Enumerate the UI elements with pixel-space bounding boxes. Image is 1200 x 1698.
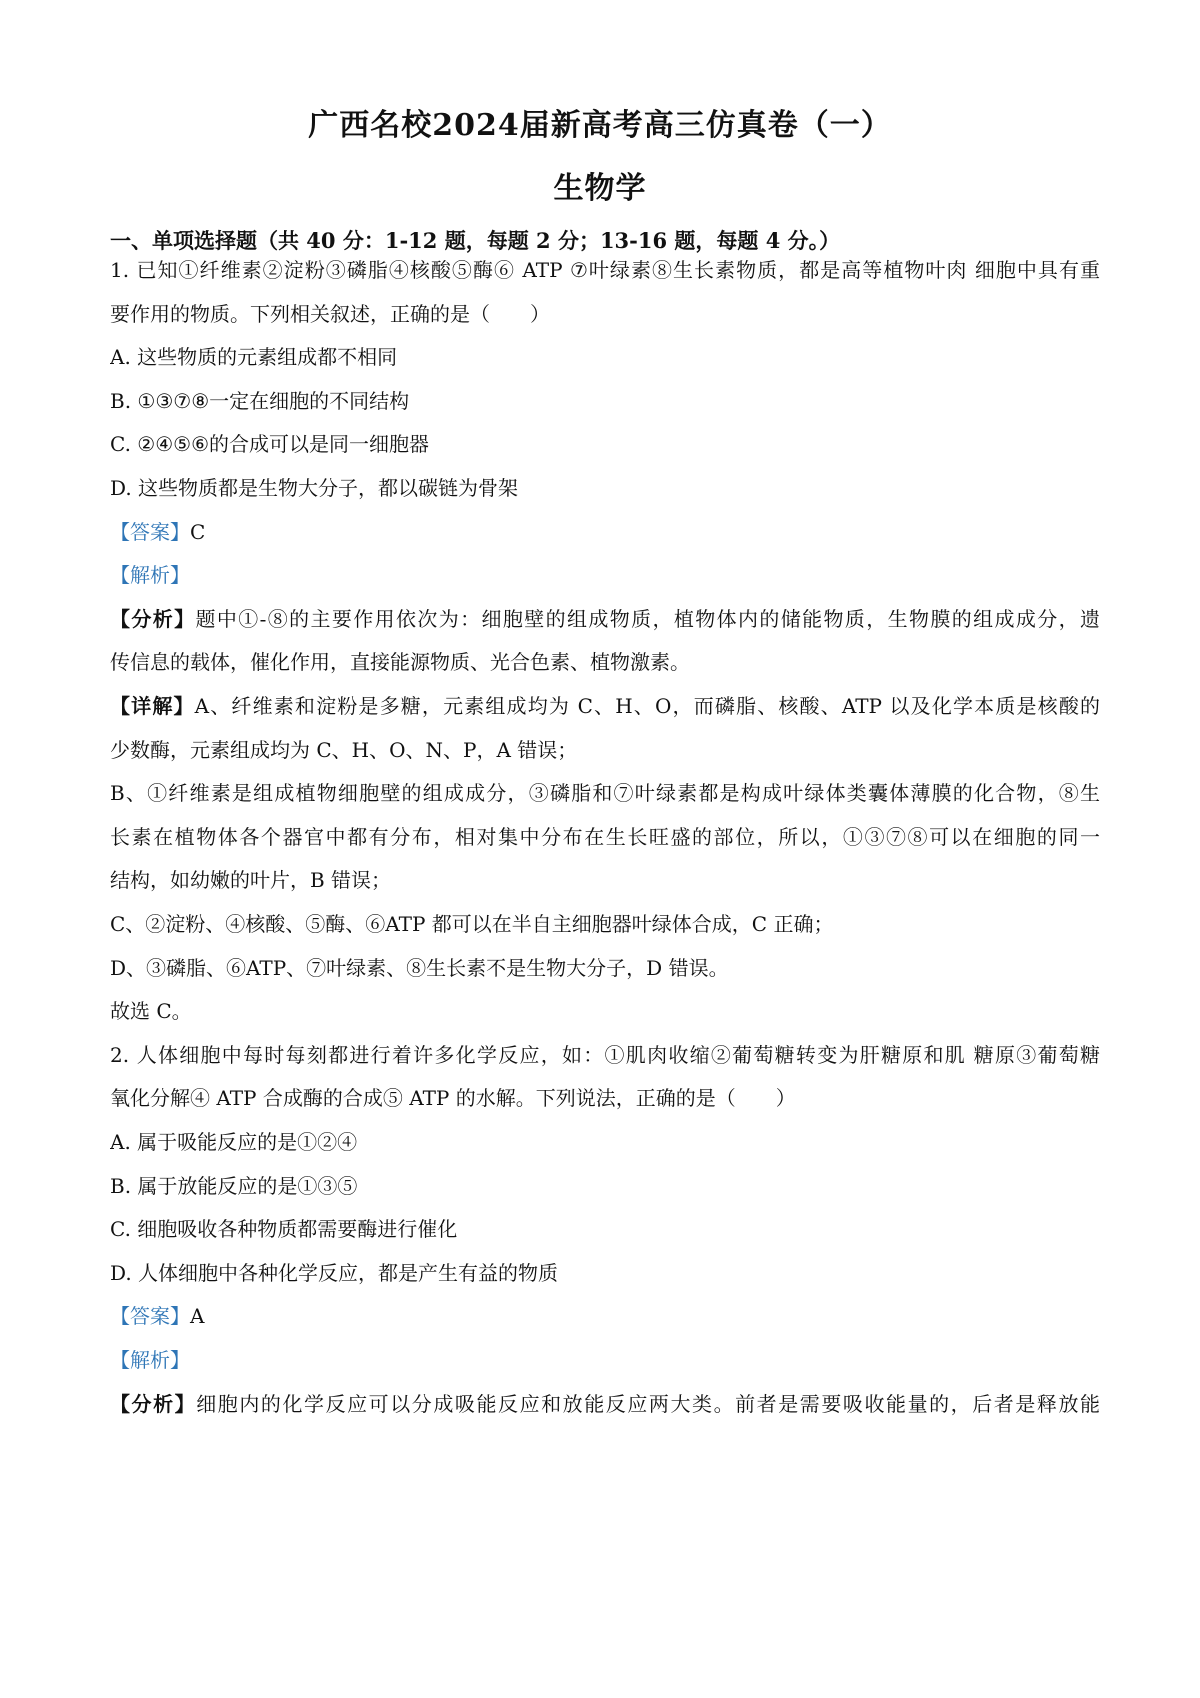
text-line: 故选 C。 (110, 999, 192, 1023)
text-line: 长素在植物体各个器官中都有分布，相对集中分布在生长旺盛的部位，所以，①③⑦⑧可以在细胞的同一 (110, 825, 1100, 849)
text-line: 结构，如幼嫩的叶片，B 错误； (110, 868, 392, 892)
text-line: 1. 已知①纤维素②淀粉③磷脂④核酸⑤酶⑥ ATP ⑦叶绿素⑧生长素物质，都是高等植物叶肉 细胞中具有重 (110, 258, 1100, 282)
line-content: A、纤维素和淀粉是多糖，元素组成均为 C、H、O，而磷脂、核酸、ATP 以及化学本质是核酸的 (194, 694, 1100, 718)
text-line: 氧化分解④ ATP 合成酶的合成⑤ ATP 的水解。下列说法，正确的是（ ） (110, 1086, 796, 1110)
text-line: D. 这些物质都是生物大分子，都以碳链为骨架 (110, 476, 519, 500)
line-content: C (190, 520, 206, 544)
subject-title: 生物学 (553, 171, 647, 206)
text-line: B. 属于放能反应的是①③⑤ (110, 1174, 358, 1198)
section-label: 【分析】 (110, 607, 196, 631)
text-line (110, 562, 1100, 588)
text-line (110, 693, 1100, 719)
line-content: 细胞内的化学反应可以分成吸能反应和放能反应两大类。前者是需要吸收能量的，后者是释放能 (196, 1392, 1100, 1416)
text-line: 2. 人体细胞中每时每刻都进行着许多化学反应，如：①肌肉收缩②葡萄糖转变为肝糖原和肌 糖原③葡萄糖 (110, 1043, 1100, 1067)
text-line: C. ②④⑤⑥的合成可以是同一细胞器 (110, 432, 430, 456)
text-line: A. 这些物质的元素组成都不相同 (110, 345, 398, 369)
text-line: 传信息的载体，催化作用，直接能源物质、光合色素、植物激素。 (110, 650, 690, 674)
answer-label: 【答案】 (110, 520, 190, 544)
exam-title: 广西名校2024届新高考高三仿真卷（一） (308, 108, 892, 143)
text-line: 要作用的物质。下列相关叙述，正确的是（ ） (110, 302, 550, 326)
text-line: D. 人体细胞中各种化学反应，都是产生有益的物质 (110, 1261, 559, 1285)
section-heading: 一、单项选择题（共 40 分：1-12 题，每题 2 分；13-16 题，每题 4 分。） (110, 228, 841, 253)
answer-label: 【解析】 (110, 563, 190, 587)
section-label: 【分析】 (110, 1392, 197, 1416)
text-line (110, 519, 1100, 545)
text-line (110, 1347, 1100, 1373)
text-line (110, 606, 1100, 632)
section-label: 【详解】 (110, 694, 195, 718)
text-line: 少数酶，元素组成均为 C、H、O、N、P，A 错误； (110, 738, 578, 762)
text-line (110, 1391, 1100, 1417)
text-line: C、②淀粉、④核酸、⑤酶、⑥ATP 都可以在半自主细胞器叶绿体合成，C 正确； (110, 912, 834, 936)
answer-label: 【解析】 (110, 1348, 190, 1372)
answer-label: 【答案】 (110, 1304, 190, 1328)
text-line: B、①纤维素是组成植物细胞壁的组成成分，③磷脂和⑦叶绿素都是构成叶绿体类囊体薄膜的化合物，⑧生 (110, 781, 1100, 805)
text-line: A. 属于吸能反应的是①②④ (110, 1130, 358, 1154)
text-line: C. 细胞吸收各种物质都需要酶进行催化 (110, 1217, 458, 1241)
line-content: 题中①-⑧的主要作用依次为：细胞壁的组成物质，植物体内的储能物质，生物膜的组成成分，遗 (195, 607, 1100, 631)
text-line: B. ①③⑦⑧一定在细胞的不同结构 (110, 389, 410, 413)
text-line (110, 1303, 1100, 1329)
text-line: D、③磷脂、⑥ATP、⑦叶绿素、⑧生长素不是生物大分子，D 错误。 (110, 956, 729, 980)
line-content: A (190, 1304, 205, 1328)
